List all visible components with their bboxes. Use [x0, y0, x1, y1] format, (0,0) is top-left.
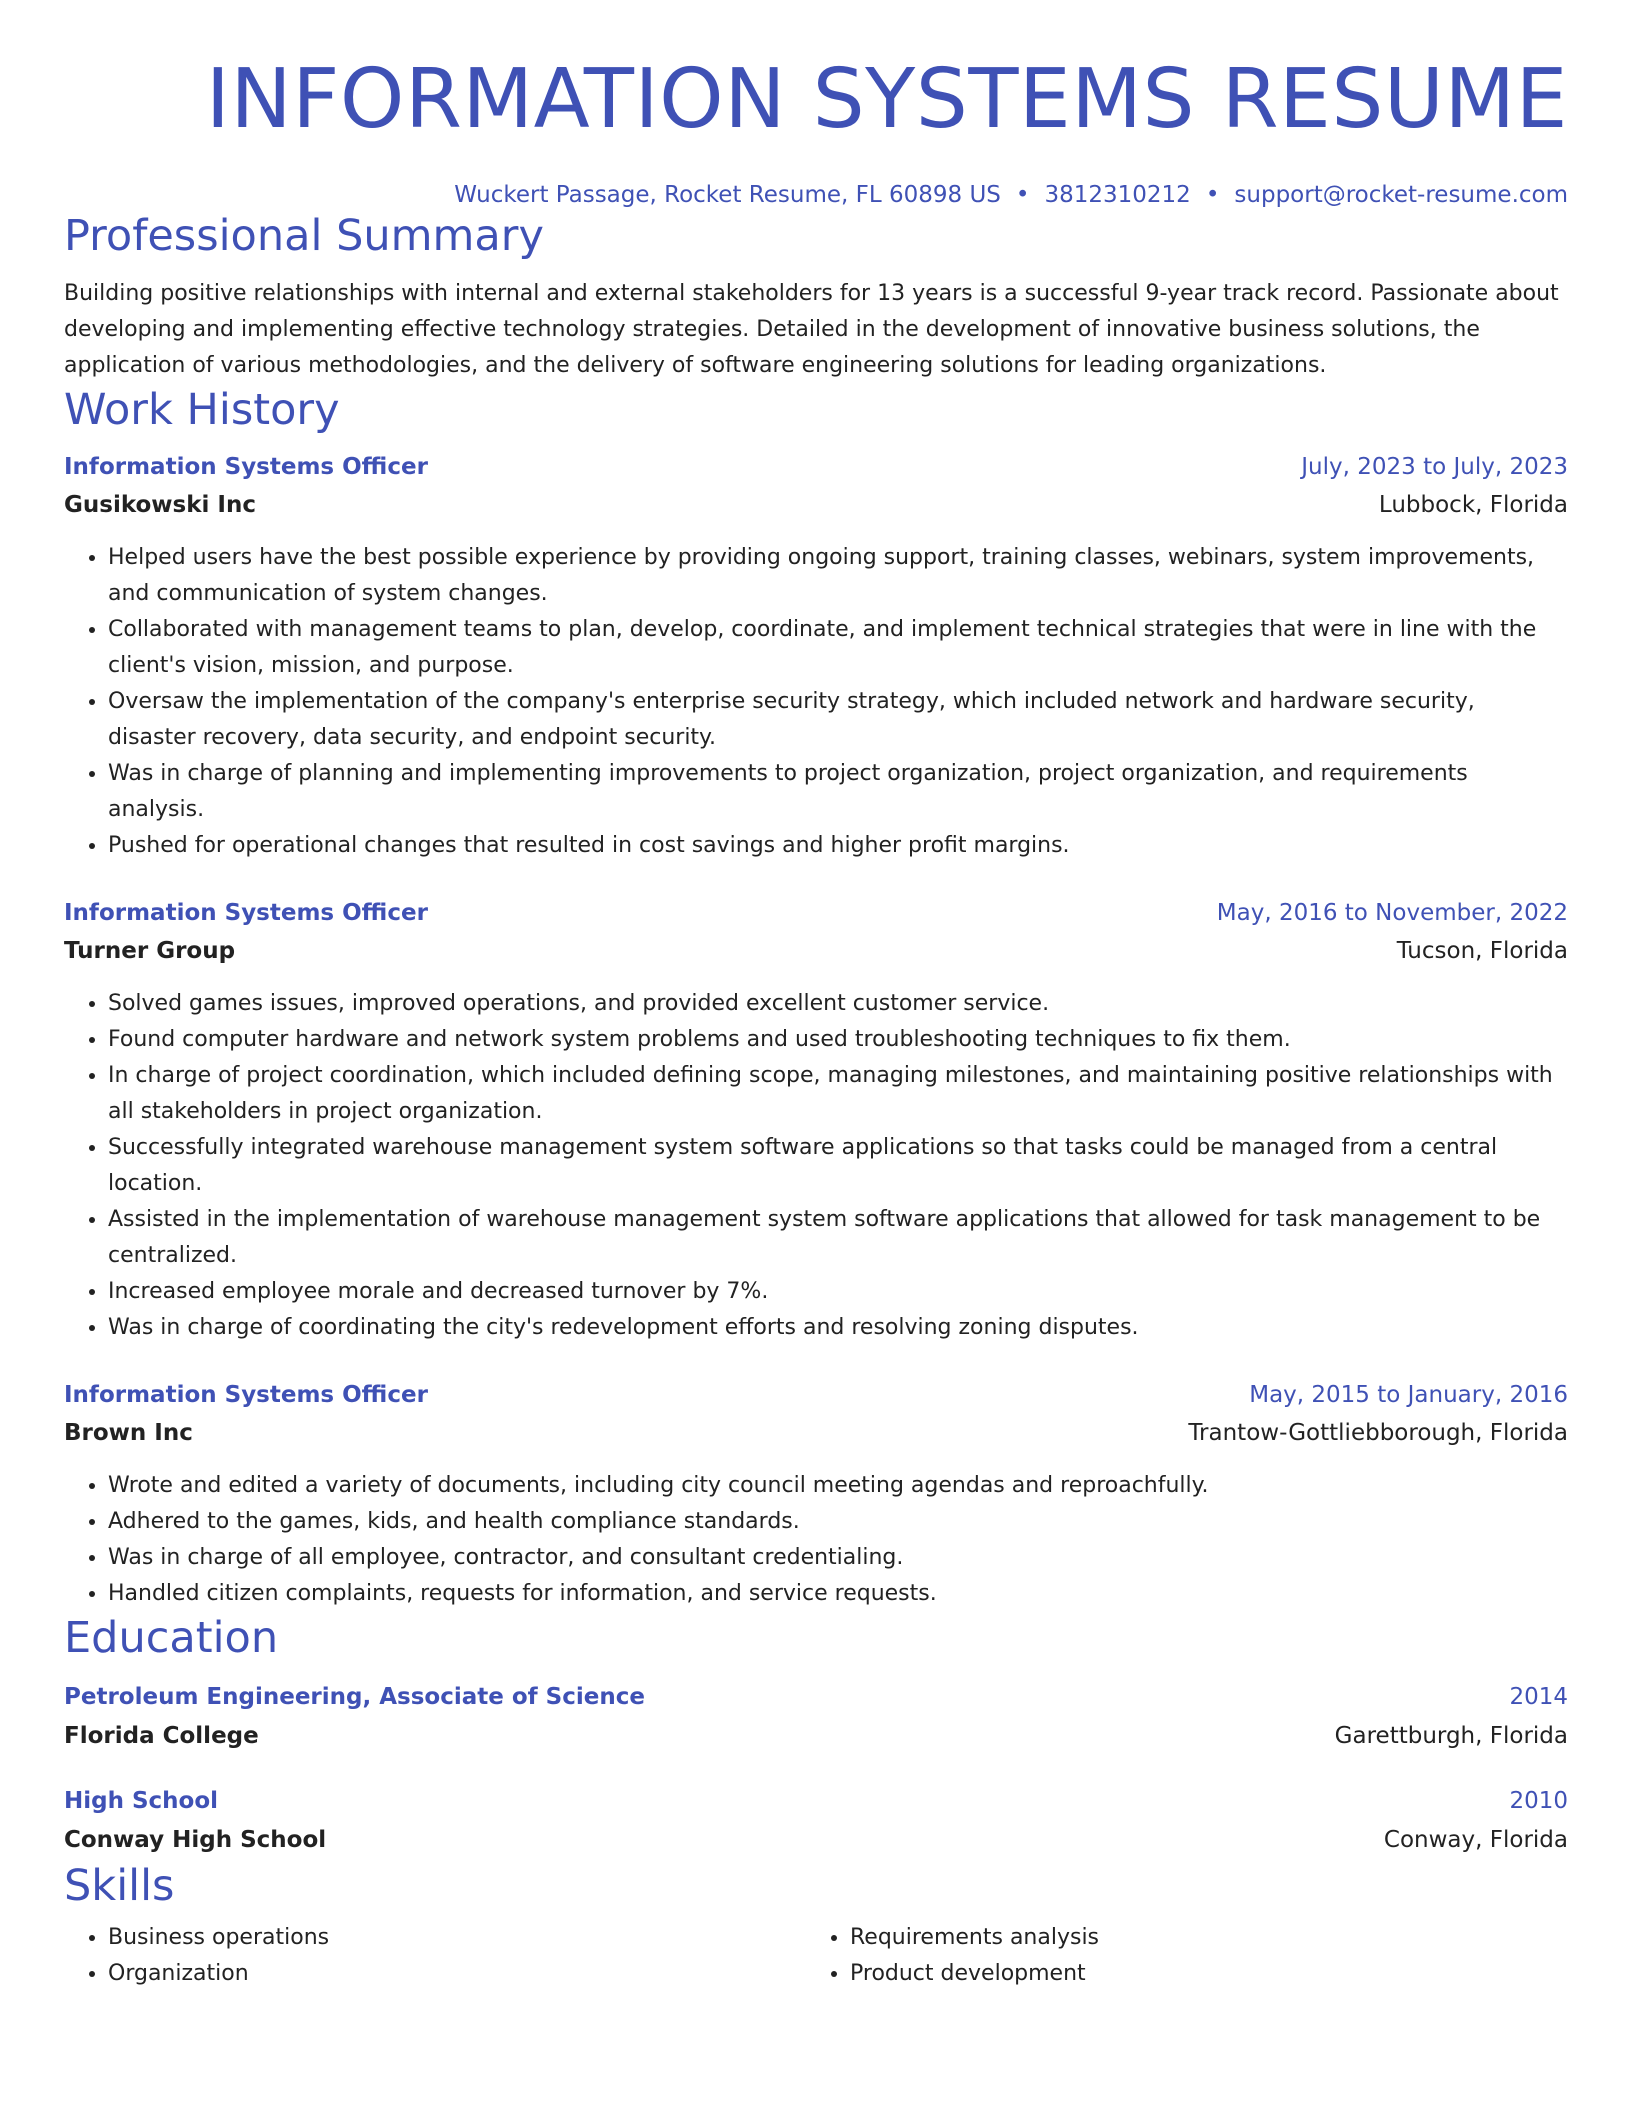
section-title-summary: Professional Summary [64, 211, 544, 261]
job-entry [64, 448, 1568, 864]
job-entry [64, 1376, 1568, 1612]
job-bullet: • Helped users have the best possible experience by providing ongoing support, training classes, webinars, system improvements, and communication of system changes. [108, 540, 1568, 612]
education-location: Garettburgh, Florida [1334, 1723, 1568, 1749]
job-bullets [64, 986, 1568, 1346]
section-title-skills: Skills [64, 1861, 175, 1911]
job-role: Information Systems Officer [64, 454, 428, 480]
job-bullet: • In charge of project coordination, which included defining scope, managing milestones, and maintaining positive relationships with all stakeholders in project organization. [108, 1058, 1568, 1130]
education-school: Conway High School [64, 1827, 327, 1853]
job-dates: July, 2023 to July, 2023 [1301, 454, 1568, 480]
education-year: 2014 [1509, 1684, 1568, 1710]
skills-column-right [806, 1920, 1548, 1992]
resume-header [64, 0, 1568, 210]
skills-column-left [64, 1920, 806, 1992]
education-degree: Petroleum Engineering, Associate of Science [64, 1684, 645, 1710]
skill-item: • Organization [108, 1956, 806, 1992]
job-bullet: • Adhered to the games, kids, and health compliance standards. [108, 1504, 1568, 1540]
job-bullet: • Pushed for operational changes that resulted in cost savings and higher profit margins. [108, 828, 1568, 864]
job-bullet: • Assisted in the implementation of warehouse management system software applications that allowed for task management to be centralized. [108, 1202, 1568, 1274]
contact-phone: 3812310212 [1044, 182, 1191, 208]
job-bullets [64, 1468, 1568, 1612]
contact-separator: • [1015, 182, 1030, 208]
skills-list [64, 1920, 1568, 1992]
contact-email[interactable]: support@rocket-resume.com [1234, 182, 1568, 208]
job-bullet: • Wrote and edited a variety of documents, including city council meeting agendas and reproachfully. [108, 1468, 1568, 1504]
resume-title: INFORMATION SYSTEMS RESUME [205, 52, 1568, 147]
job-bullet: • Handled citizen complaints, requests for information, and service requests. [108, 1576, 1568, 1612]
job-bullet: • Oversaw the implementation of the company's enterprise security strategy, which included network and hardware security, disaster recovery, data security, and endpoint security. [108, 684, 1568, 756]
job-bullets [64, 540, 1568, 864]
job-bullet: • Was in charge of all employee, contractor, and consultant credentialing. [108, 1540, 1568, 1576]
skill-item: • Requirements analysis [850, 1920, 1548, 1956]
job-dates: May, 2015 to January, 2016 [1249, 1382, 1568, 1408]
job-bullet: • Successfully integrated warehouse management system software applications so that tasks could be managed from a central location. [108, 1130, 1568, 1202]
job-role: Information Systems Officer [64, 900, 428, 926]
section-title-work-history: Work History [64, 385, 340, 435]
job-dates: May, 2016 to November, 2022 [1216, 900, 1568, 926]
contact-address: Wuckert Passage, Rocket Resume, FL 60898 US [454, 182, 1001, 208]
education-degree: High School [64, 1788, 219, 1814]
education-location: Conway, Florida [1383, 1827, 1568, 1853]
skill-item: • Business operations [108, 1920, 806, 1956]
job-bullet: • Increased employee morale and decreased turnover by 7%. [108, 1274, 1568, 1310]
education-year: 2010 [1509, 1788, 1568, 1814]
education-entry [64, 1678, 1568, 1756]
skill-item: • Product development [850, 1956, 1548, 1992]
job-bullet: • Collaborated with management teams to plan, develop, coordinate, and implement technical strategies that were in line with the client's vision, mission, and purpose. [108, 612, 1568, 684]
job-bullet: • Found computer hardware and network system problems and used troubleshooting techniques to fix them. [108, 1022, 1568, 1058]
education-entry [64, 1782, 1568, 1860]
contact-line [64, 180, 1568, 210]
job-company: Turner Group [64, 938, 236, 964]
job-role: Information Systems Officer [64, 1382, 428, 1408]
job-bullet: • Solved games issues, improved operations, and provided excellent customer service. [108, 986, 1568, 1022]
job-location: Tucson, Florida [1396, 938, 1568, 964]
section-title-education: Education [64, 1613, 279, 1663]
job-company: Gusikowski Inc [64, 492, 256, 518]
job-location: Lubbock, Florida [1378, 492, 1568, 518]
job-bullet: • Was in charge of planning and implementing improvements to project organization, project organization, and requirements analysis. [108, 756, 1568, 828]
job-bullet: • Was in charge of coordinating the city's redevelopment efforts and resolving zoning disputes. [108, 1310, 1568, 1346]
job-company: Brown Inc [64, 1420, 193, 1446]
job-location: Trantow-Gottliebborough, Florida [1188, 1420, 1568, 1446]
job-entry [64, 894, 1568, 1346]
education-school: Florida College [64, 1723, 259, 1749]
contact-separator: • [1205, 182, 1220, 208]
summary-text: Building positive relationships with internal and external stakeholders for 13 years is a successful 9-year track record. Passionate about developing and implementing effective technology strategies. Detailed in the development of innovative business solutions, the application of various methodologies, and the delivery of software engineering solutions for leading organizations. [64, 281, 1559, 378]
